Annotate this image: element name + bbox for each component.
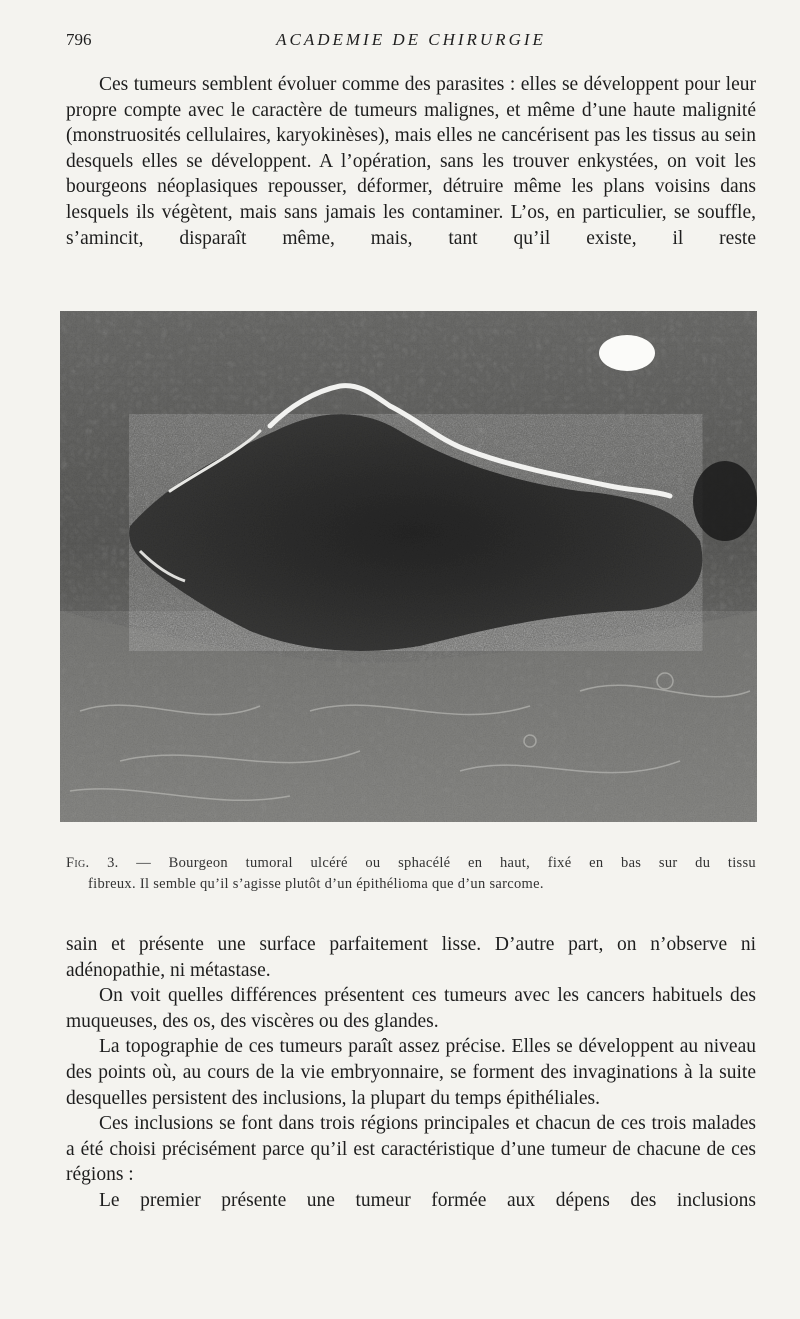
figure-caption: [66, 853, 756, 895]
figure-label: Fig. 3.: [66, 855, 119, 871]
page-header: [66, 30, 756, 54]
paragraph: On voit quelles différences présentent ces tumeurs avec les cancers habituels des muqueuses, des os, des viscères ou des glandes.: [66, 985, 756, 1032]
caption-line-2: fibreux. Il semble qu’il s’agisse plutôt d’un épithélioma que d’un sarcome.: [88, 876, 544, 892]
body-text-top: [66, 72, 756, 251]
paragraph: La topographie de ces tumeurs paraît assez précise. Elles se développent au niveau des points où, au cours de la vie embryonnaire, se forment des invaginations à la suite desquelles persistent des inclusions, la plupart du temps épithéliales.: [66, 1036, 756, 1109]
paragraph: Le premier présente une tumeur formée aux dépens des inclusions: [99, 1189, 756, 1211]
running-title: ACADEMIE DE CHIRURGIE: [276, 30, 546, 49]
page-number: 796: [66, 30, 92, 49]
micrograph-image: [60, 311, 757, 822]
paragraph: Ces tumeurs semblent évoluer comme des parasites : elles se développent pour leur propre compte avec le caractère de tumeurs malignes, et même d’une haute malignité (monstruosités cellulaires, karyokinèses), mais elles ne cancérisent pas les tissus au sein desquels elles se développent. A l’opération, sans les trouver enkystées, on voit les bourgeons néoplasiques repousser, déformer, détruire même les plans voisins dans lesquels ils végètent, mais sans jamais les contaminer. L’os, en particulier, se souffle, s’amincit, disparaît même, mais, tant qu’il existe, il reste: [66, 74, 756, 249]
caption-line-1: — Bourgeon tumoral ulcéré ou sphacélé en haut, fixé en bas sur du tissu: [136, 855, 756, 871]
micrograph-figure: [60, 311, 757, 822]
body-text-bottom: [66, 932, 756, 1214]
paragraph: sain et présente une surface parfaitement lisse. D’autre part, on n’observe ni adénopathie, ni métastase.: [66, 934, 756, 981]
paragraph: Ces inclusions se font dans trois régions principales et chacun de ces trois malades a été choisi précisément parce qu’il est caractéristique d’une tumeur de chacune de ces régions :: [66, 1113, 756, 1186]
